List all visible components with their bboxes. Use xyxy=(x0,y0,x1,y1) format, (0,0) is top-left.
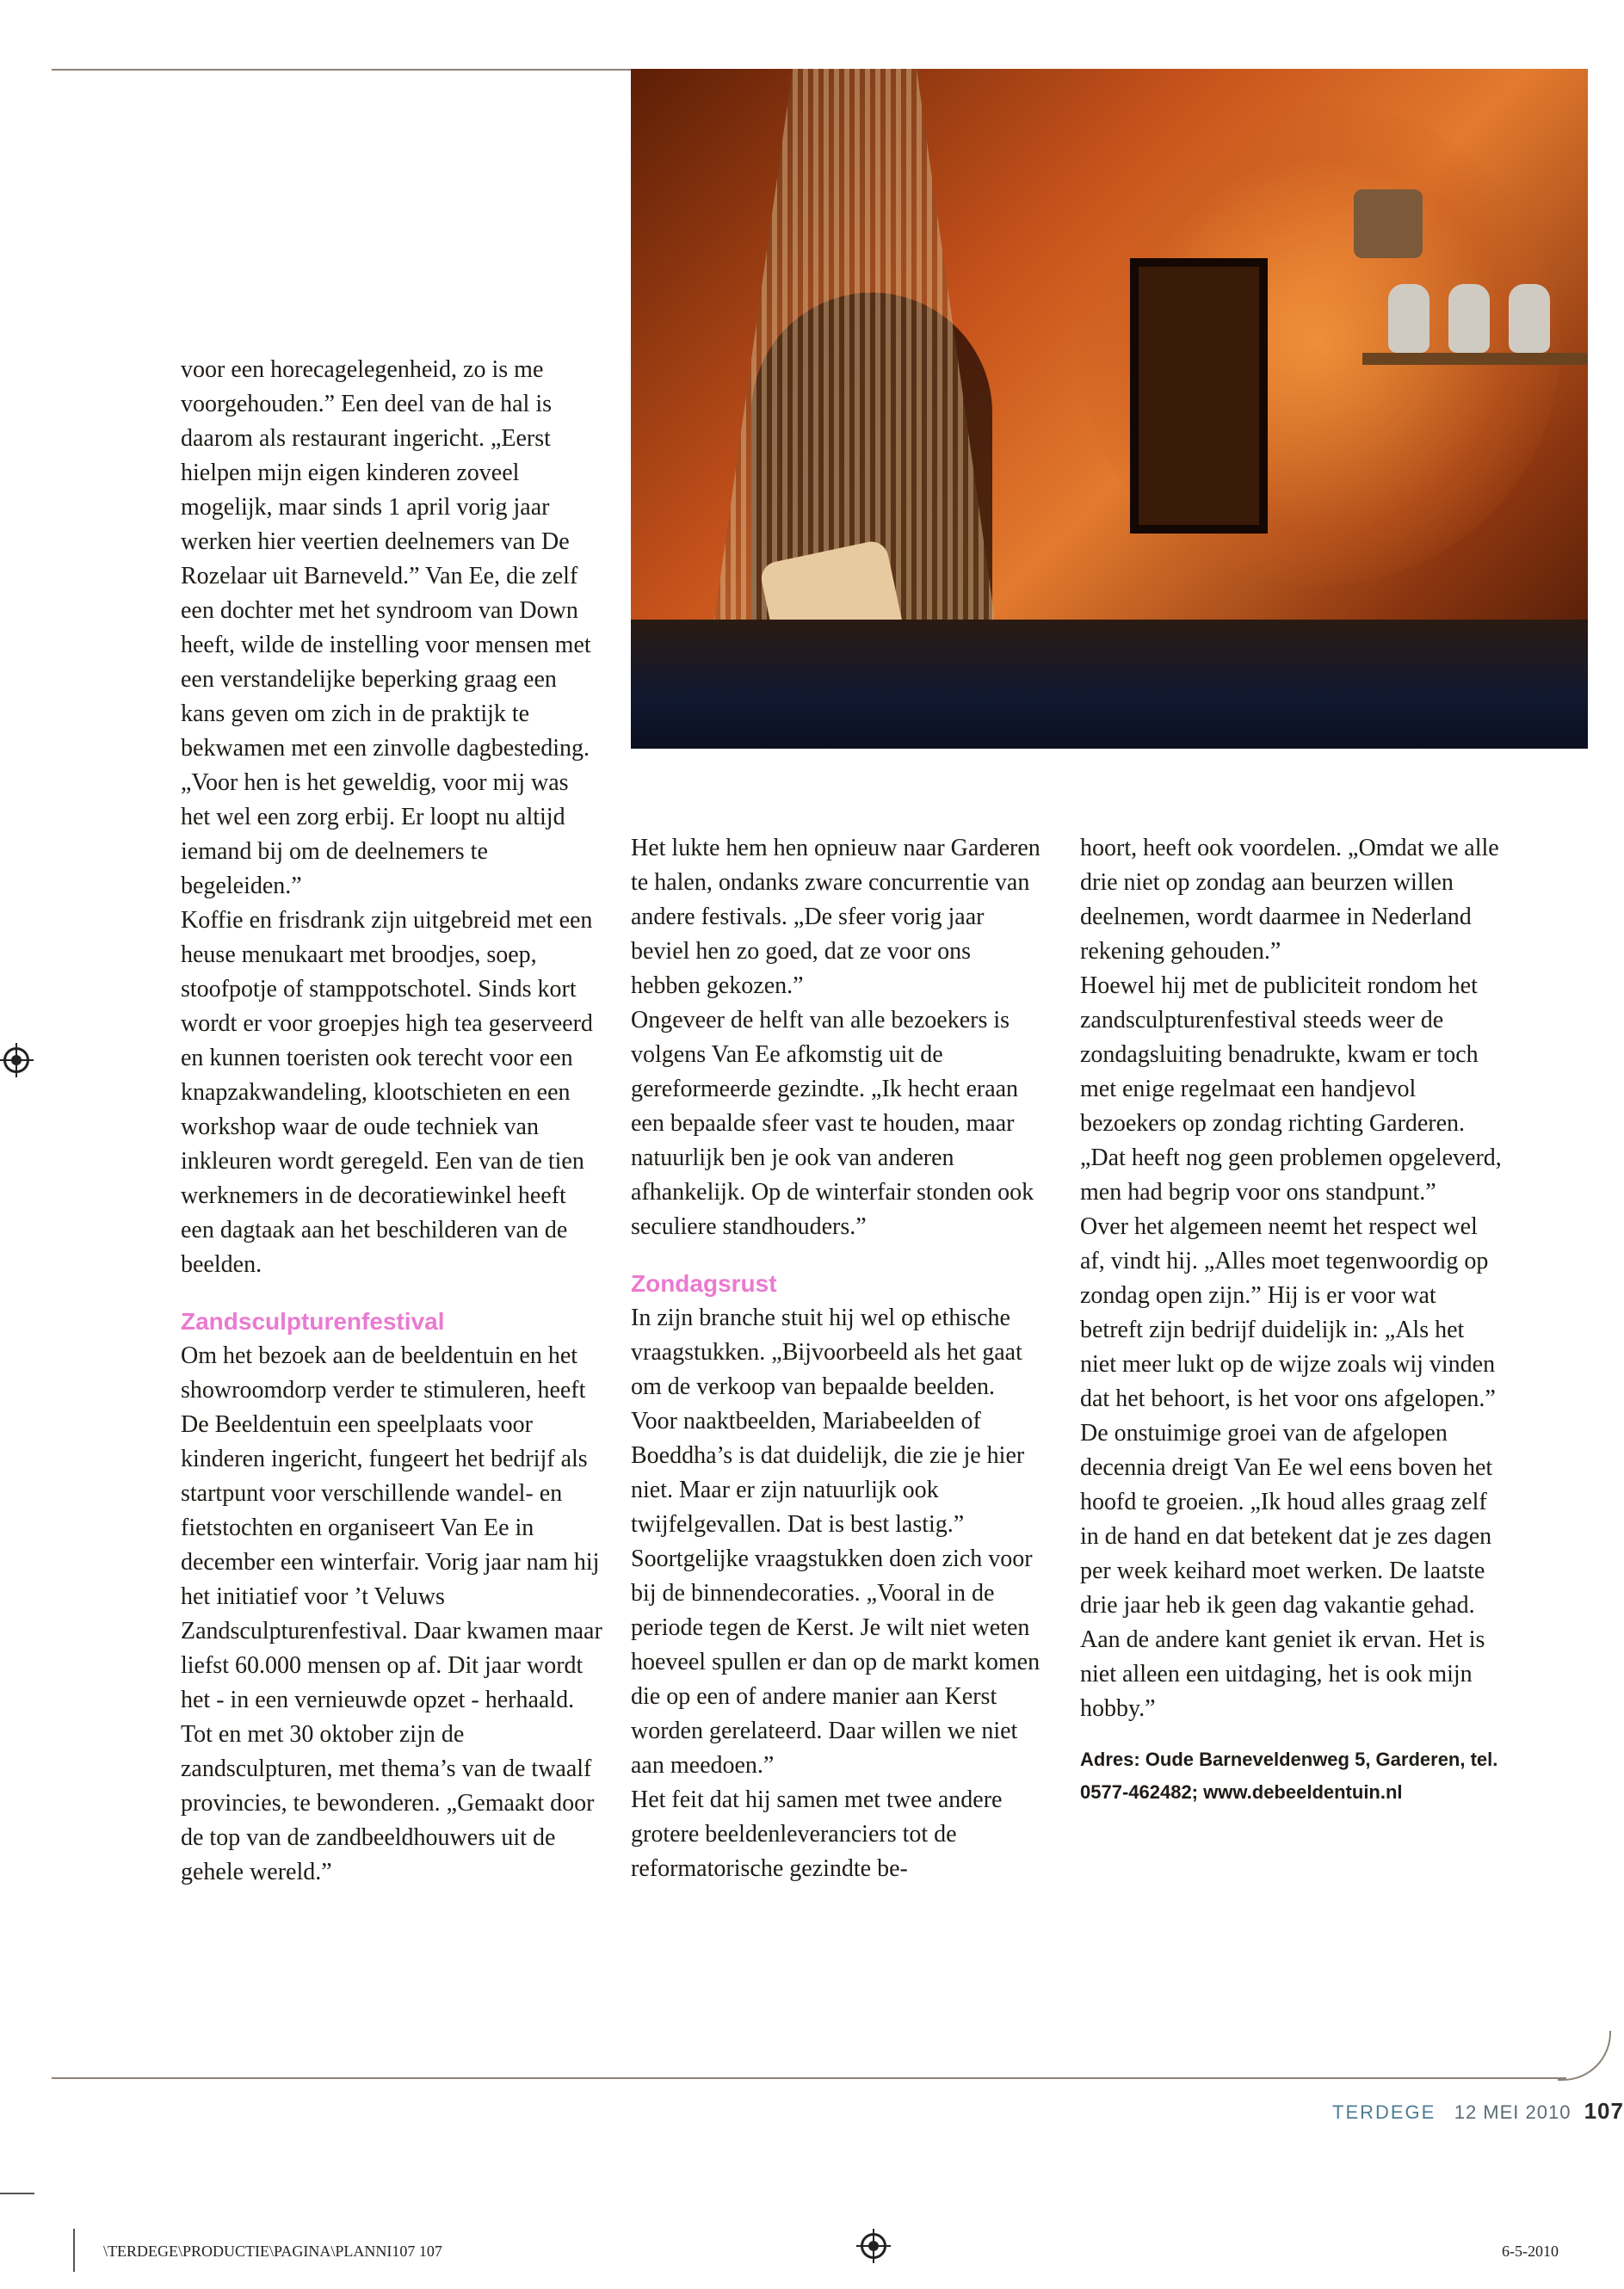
registration-mark-icon xyxy=(861,2233,886,2259)
trim-mark xyxy=(0,2193,34,2194)
paragraph: Het lukte hem hen opnieuw naar Garderen te halen, ondanks zware concurrentie van andere festivals. „De sfeer vorig jaar beviel hen zo goed, dat ze voor ons hebben gekozen.” xyxy=(631,835,1040,999)
article-column-1 xyxy=(181,353,602,1890)
paragraph: Soortgelijke vraagstukken doen zich voor bij de binnendecoraties. „Vooral in de periode tegen de Kerst. Je wilt niet weten hoeveel spullen er dan op de markt komen die op een of andere manier aan Kerst worden gerelateerd. Daar willen we niet aan meedoen.” xyxy=(631,1546,1040,1779)
paragraph: voor een horecagelegenheid, zo is me voorgehouden.” Een deel van de hal is daarom als restaurant ingericht. „Eerst hielpen mijn eigen kinderen zoveel mogelijk, maar sinds 1 april vorig jaar werken hier veertien deelnemers van De Rozelaar uit Barneveld.” Van Ee, die zelf een dochter met het syndroom van Down heeft, wilde de instelling voor mensen met een verstandelijke beperking graag een kans geven om zich in de praktijk te bekwamen met een zinvolle dagbesteding. „Voor hen is het geweldig, voor mij was het wel een zorg erbij. Er loopt nu altijd iemand bij om de deelnemers te begeleiden.” xyxy=(181,356,591,899)
top-rule xyxy=(52,69,637,71)
trim-mark xyxy=(73,2229,75,2272)
photo-lantern xyxy=(1354,189,1423,258)
paragraph: Koffie en frisdrank zijn uitgebreid met een heuse menukaart met broodjes, soep, stoofpotje of stamppotschotel. Sinds kort wordt er voor groepjes high tea geserveerd en kunnen toeristen ook terecht voor een knapzakwandeling, klootschieten en een workshop waar de oude techniek van inkleuren wordt geregeld. Een van de tien werknemers in de decoratiewinkel heeft een dagtaak aan het beschilderen van de beelden. xyxy=(181,907,593,1278)
publication-name: TERDEGE xyxy=(1332,2101,1436,2123)
page-number: 107 xyxy=(1584,2098,1624,2124)
photo-sofa xyxy=(631,620,1588,749)
subheading: Zandsculpturenfestival xyxy=(181,1308,445,1335)
address-block: Adres: Oude Barneveldenweg 5, Garderen, tel. 0577-462482; www.debeeldentuin.nl xyxy=(1080,1749,1498,1803)
folio xyxy=(1332,2098,1624,2125)
page-corner-curve xyxy=(1558,2031,1611,2081)
paragraph: Ongeveer de helft van alle bezoekers is volgens Van Ee afkomstig uit de gereformeerde gezindte. „Ik hecht eraan een bepaalde sfeer vast te houden, maar natuurlijk ben je ook van anderen afhankelijk. Op de winterfair stonden ook seculiere standhouders.” xyxy=(631,1007,1034,1240)
paragraph: De onstuimige groei van de afgelopen decennia dreigt Van Ee wel eens boven het hoofd te groeien. „Ik houd alles graag zelf in de hand en dat betekent dat je zes dagen per week keihard moet werken. De laatste drie jaar heb ik geen dag vakantie gehad. Aan de andere kant geniet ik ervan. Het is niet alleen een uitdaging, het is ook mijn hobby.” xyxy=(1080,1420,1493,1722)
photo-shelf xyxy=(1362,353,1588,365)
paragraph: Over het algemeen neemt het respect wel af, vindt hij. „Alles moet tegenwoordig op zondag open zijn.” Hij is er voor wat betreft zijn bedrijf duidelijk in: „Als het niet meer lukt op de wijze zoals wij vinden dat het behoort, is het voor ons afgelopen.” xyxy=(1080,1213,1496,1412)
registration-mark-icon xyxy=(3,1047,29,1073)
paragraph: In zijn branche stuit hij wel op ethische vraagstukken. „Bijvoorbeeld als het gaat om de verkoop van bepaalde beelden. Voor naaktbeelden, Mariabeelden of Boeddha’s is dat duidelijk, die zie je hier niet. Maar er zijn natuurlijk ook twijfelgevallen. Dat is best lastig.” xyxy=(631,1305,1025,1538)
photo-vase xyxy=(1388,284,1429,353)
photo-window xyxy=(1130,258,1268,534)
subheading: Zondagsrust xyxy=(631,1270,777,1297)
paragraph: Om het bezoek aan de beeldentuin en het showroomdorp verder te stimuleren, heeft De Beeldentuin een speelplaats voor kinderen ingericht, fungeert het bedrijf als startpunt voor verschillende wandel- en fietstochten en organiseert Van Ee in december een winterfair. Vorig jaar nam hij het initiatief voor ’t Veluws Zandsculpturenfestival. Daar kwamen maar liefst 60.000 mensen op af. Dit jaar wordt het - in een vernieuwde opzet - herhaald. Tot en met 30 oktober zijn de zandsculpturen, met thema’s van de twaalf provincies, te bewonderen. „Gemaakt door de top van de zandbeeldhouwers uit de gehele wereld.” xyxy=(181,1342,602,1885)
slug-path: \TERDEGE\PRODUCTIE\PAGINA\PLANNI107 107 xyxy=(103,2243,442,2260)
photo-vase xyxy=(1509,284,1550,353)
interior-photo xyxy=(631,69,1588,749)
article-column-3 xyxy=(1080,831,1502,1809)
paragraph: Hoewel hij met de publiciteit rondom het zandsculpturenfestival steeds weer de zondagsluiting benadrukte, kwam er toch met enige regelmaat een handjevol bezoekers op zondag richting Garderen. „Dat heeft nog geen problemen opgeleverd, men had begrip voor ons standpunt.” xyxy=(1080,972,1502,1206)
paragraph: hoort, heeft ook voordelen. „Omdat we alle drie niet op zondag aan beurzen willen deelnemen, wordt daarmee in Nederland rekening gehouden.” xyxy=(1080,835,1499,965)
slug-date: 6-5-2010 xyxy=(1502,2243,1559,2260)
article-column-2 xyxy=(631,831,1044,1886)
photo-vase xyxy=(1448,284,1490,353)
issue-date: 12 MEI 2010 xyxy=(1454,2101,1572,2123)
paragraph: Het feit dat hij samen met twee andere grotere beeldenleveranciers tot de reformatorische gezindte be- xyxy=(631,1786,1003,1882)
bottom-rule xyxy=(52,2077,1566,2079)
